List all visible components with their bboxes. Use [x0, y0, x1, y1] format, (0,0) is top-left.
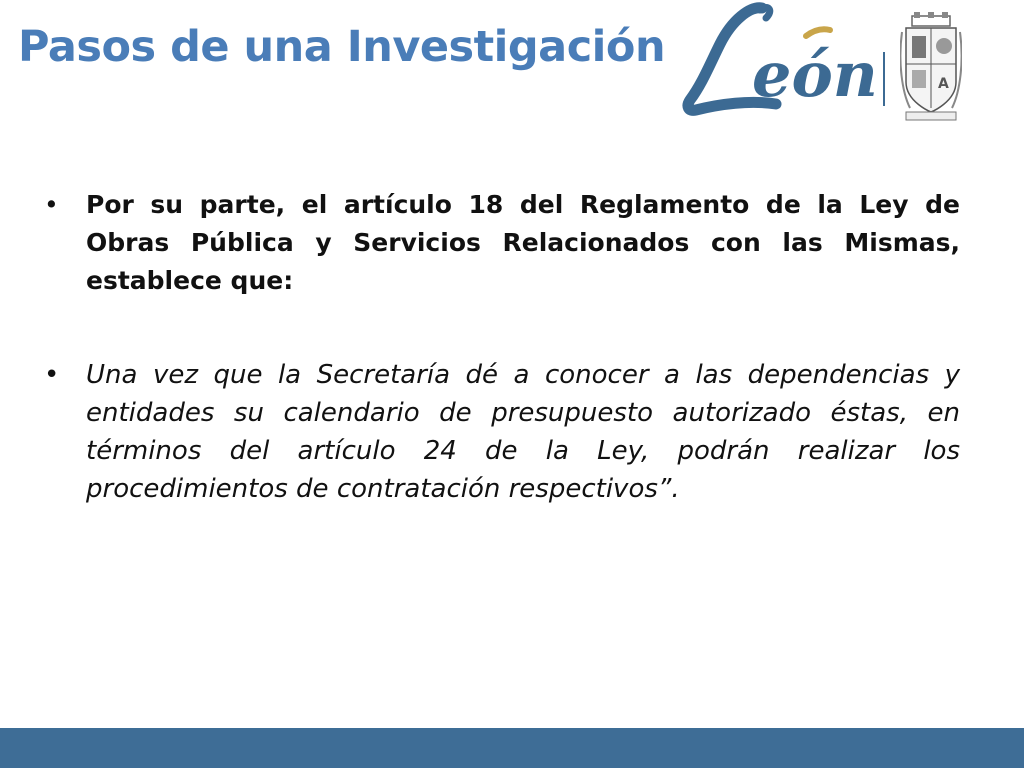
coat-of-arms-icon [900, 12, 962, 122]
leon-logo-icon [680, 0, 892, 120]
svg-text:eón: eón [752, 38, 878, 111]
bullet-text: Una vez que la Secretaría dé a conocer a las dependencias y entidades su calendario de presupuesto autorizado éstas, en términos del artículo 24 de la Ley, podrán realizar los procedimientos de contratación respectivos”. [86, 360, 960, 504]
footer-bar [0, 728, 1024, 768]
bullet-marker: • [44, 190, 59, 219]
bullet-item [44, 356, 960, 508]
slide-title: Pasos de una Investigación [18, 22, 666, 72]
svg-text:A: A [938, 76, 949, 92]
slide-content [44, 186, 960, 508]
bullet-text: Por su parte, el artículo 18 del Reglamento de la Ley de Obras Pública y Servicios Relacionados con las Mismas, establece que: [86, 190, 960, 295]
bullet-item [44, 186, 960, 300]
bullet-marker: • [44, 360, 60, 390]
